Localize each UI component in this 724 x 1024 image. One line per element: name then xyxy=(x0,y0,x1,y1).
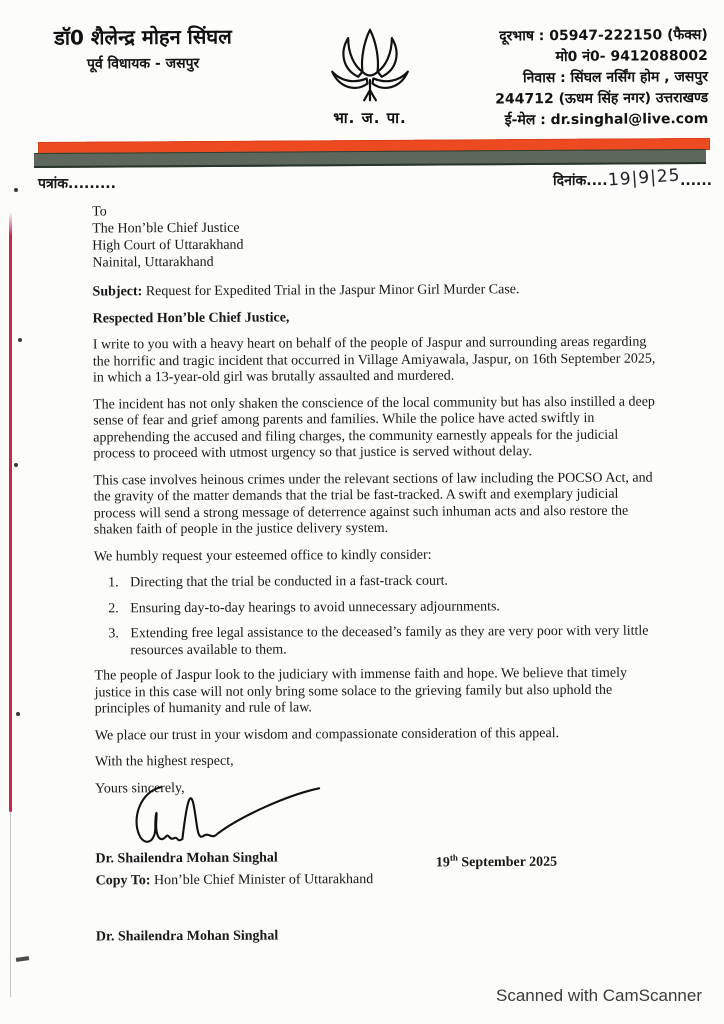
subject-text: Request for Expedited Trial in the Jaspur Minor Girl Murder Case. xyxy=(142,282,520,300)
request-text: Extending free legal assistance to the deceased’s family as they are very poor with very little resources available to them. xyxy=(130,623,649,658)
body-paragraph: This case involves heinous crimes under the relevant sections of law including the POCSO Act, and the gravity of the matter demands that the trial be fast-tracked. A swift and exemplary judicial process will send a strong message of deterrence against such inhuman acts and also restore the shaken faith of people in the justice delivery system. xyxy=(93,470,653,538)
letterhead-left xyxy=(28,23,258,74)
letter-date-day: 19 xyxy=(435,855,450,871)
recipient-to: To xyxy=(92,204,107,220)
request-number: 1. xyxy=(108,575,119,591)
sign-off: Yours sincerely, xyxy=(95,780,185,796)
recipient-line: Nainital, Uttarakhand xyxy=(92,254,214,271)
sender-title-hindi: पूर्व विधायक - जसपुर xyxy=(86,55,200,73)
closing-paragraph: The people of Jaspur look to the judiciary with immense faith and hope. We believe that timely justice in this case will not only bring some solace to the grieving family but also uphold the principles of humanity and rule of law. xyxy=(94,665,627,717)
green-rule xyxy=(34,149,706,168)
contact-email: ई-मेल : dr.singhal@live.com xyxy=(504,110,709,129)
recipient-block xyxy=(92,201,660,272)
subject-line xyxy=(92,282,660,301)
scan-artifact xyxy=(16,956,29,962)
footer-sender-name: Dr. Shailendra Mohan Singhal xyxy=(95,928,279,945)
request-item xyxy=(94,598,662,617)
copy-to-line xyxy=(96,871,664,890)
fold-line xyxy=(10,812,11,997)
scan-artifact xyxy=(16,712,20,716)
red-margin-line xyxy=(9,212,12,812)
letter-number-label: पत्रांक......... xyxy=(38,176,116,192)
request-list xyxy=(94,573,662,660)
scan-artifact xyxy=(14,188,18,192)
recipient-line: High Court of Uttarakhand xyxy=(92,237,244,254)
request-item xyxy=(94,624,662,660)
letterhead-contact xyxy=(418,25,709,132)
sender-name-hindi: डॉ0 शैलेन्द्र मोहन सिंघल xyxy=(54,24,232,50)
request-intro: We humbly request your esteemed office to kindly consider: xyxy=(93,547,432,564)
request-number: 3. xyxy=(108,626,119,642)
contact-residence: निवास : सिंघल नर्सिंग होम , जसपुर xyxy=(522,68,709,87)
request-text: Directing that the trial be conducted in a fast-track court. xyxy=(130,573,449,591)
body-paragraph: I write to you with a heavy heart on behalf of the people of Jaspur and surrounding areas regarding the horrific and tragic incident that occurred in Village Amiyawala, Jaspur, on 16th September 2025, in which a 13-year-old girl was brutally assaulted and murdered. xyxy=(92,334,656,386)
request-number: 2. xyxy=(108,600,119,616)
date-line xyxy=(553,165,712,191)
closing-paragraph: We place our trust in your wisdom and compassionate consideration of this appeal. xyxy=(94,725,560,743)
request-text: Ensuring day-to-day hearings to avoid unnecessary adjournments. xyxy=(130,598,500,616)
letter-date-rest: September 2025 xyxy=(457,854,558,871)
date-label: दिनांक.... xyxy=(553,173,608,189)
recipient-line: The Hon’ble Chief Justice xyxy=(92,220,240,237)
signatory-name: Dr. Shailendra Mohan Singhal xyxy=(95,850,278,867)
body-paragraph: The incident has not only shaken the conscience of the local community but has also instilled a deep sense of fear and grief among parents and families. While the police have acted swiftly in apprehending the accused and filing charges, the community earnestly appeals for the judicial process to proceed with utmost urgency so that justice is served without delay. xyxy=(93,394,655,462)
lotus-icon xyxy=(328,24,412,106)
reference-row xyxy=(0,165,724,196)
subject-label: Subject: xyxy=(92,284,143,300)
contact-phone: दूरभाष : 05947-222150 (फैक्स) xyxy=(499,26,708,45)
letter-date-ordinal: th xyxy=(449,852,458,863)
scan-artifact xyxy=(18,338,22,342)
party-abbr: भा. ज. पा. xyxy=(333,109,407,127)
signature-icon xyxy=(123,778,323,857)
greeting: Respected Hon’ble Chief Justice, xyxy=(92,309,290,326)
contact-mobile: मो0 नं0- 9412088002 xyxy=(555,47,708,66)
letter-body xyxy=(92,201,664,946)
letter-date xyxy=(436,849,557,872)
contact-address: 244712 (ऊधम सिंह नगर) उत्तराखण्ड xyxy=(495,89,709,108)
party-logo-block xyxy=(308,24,432,128)
scan-artifact xyxy=(14,463,18,467)
respect-line: With the highest respect, xyxy=(94,753,234,770)
date-trailing-dots: ...... xyxy=(680,173,712,189)
copy-to-text: Hon’ble Chief Minister of Uttarakhand xyxy=(150,872,374,889)
handwritten-date: 19|9|25 xyxy=(606,165,681,191)
request-item xyxy=(94,573,662,592)
copy-to-label: Copy To: xyxy=(95,873,151,889)
signature-block xyxy=(95,793,663,846)
camscanner-watermark: Scanned with CamScanner xyxy=(495,986,702,1005)
